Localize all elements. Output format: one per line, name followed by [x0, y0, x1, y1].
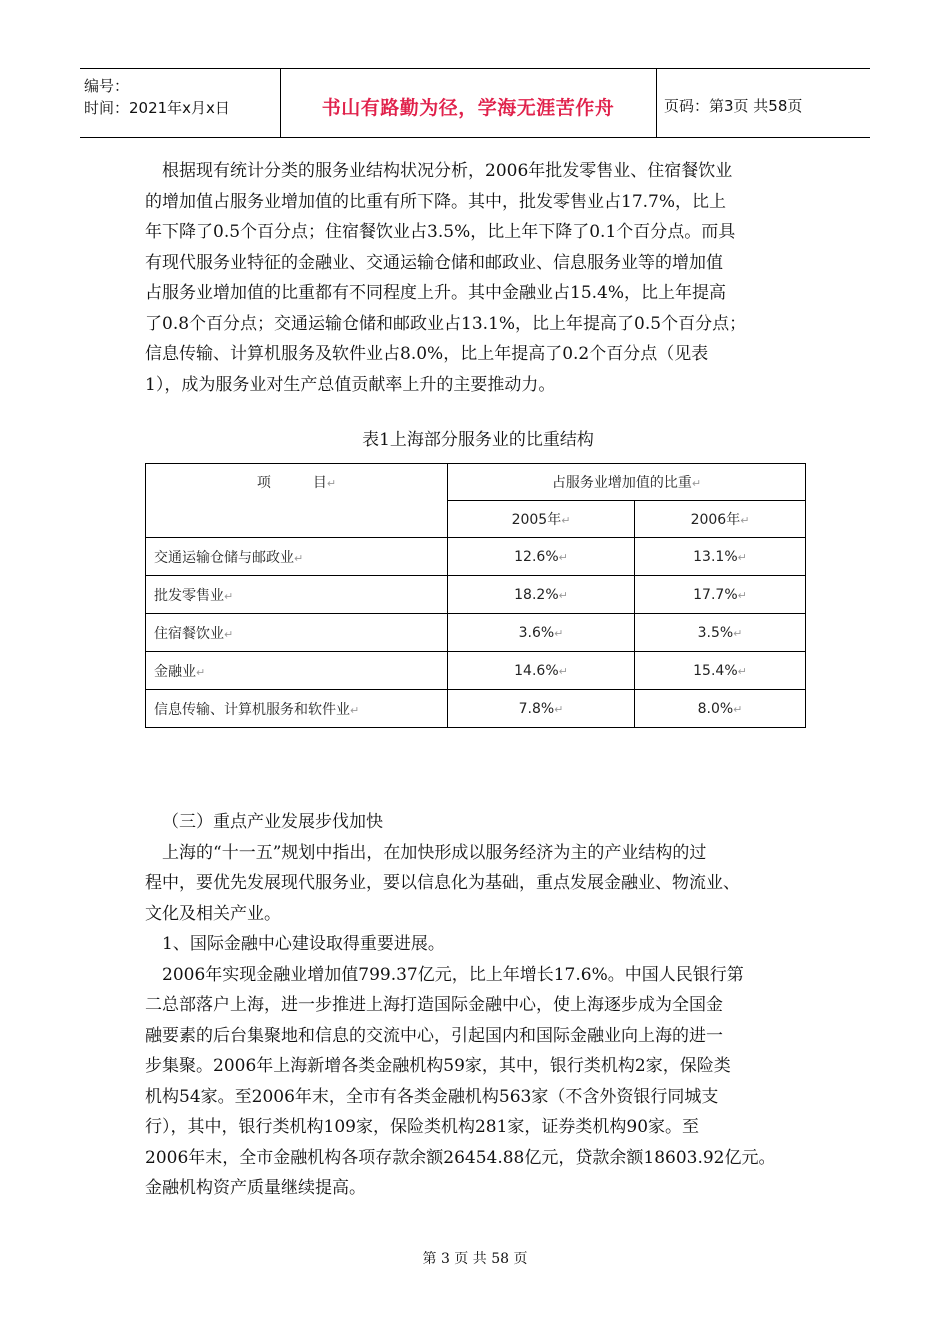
- text-line: 行），其中，银行类机构109家，保险类机构281家，证券类机构90家。至: [145, 1117, 700, 1137]
- row-2005-cell: [448, 614, 635, 652]
- paragraph-mark-icon: ↵: [737, 550, 747, 564]
- row-2005-value: 7.8%: [518, 700, 555, 717]
- text-line: 2006年实现金融业增加值799.37亿元，比上年增长17.6%。中国人民银行第: [162, 964, 744, 985]
- page-footer: 第 3 页 共 58 页: [422, 1251, 528, 1267]
- row-2005-cell: [448, 690, 635, 728]
- document-time-label: 时间：2021年x月x日: [84, 99, 230, 117]
- row-2005-value: 12.6%: [514, 548, 559, 565]
- header-divider: [656, 69, 657, 137]
- header-meta: [84, 75, 230, 119]
- table-caption: 表1上海部分服务业的比重结构: [362, 430, 594, 450]
- paragraph-mark-icon: ↵: [737, 664, 747, 678]
- table-row: [146, 690, 806, 728]
- table-header-row: [146, 464, 806, 501]
- row-name: 金融业: [154, 663, 196, 680]
- row-2006-value: 17.7%: [693, 586, 738, 603]
- paragraph-mark-icon: ↵: [196, 665, 206, 679]
- text-line: 程中，要优先发展现代服务业，要以信息化为基础，重点发展金融业、物流业、: [145, 873, 740, 893]
- text-line: 有现代服务业特征的金融业、交通运输仓储和邮政业、信息服务业等的增加值: [145, 252, 723, 273]
- row-name-cell: [146, 614, 448, 652]
- paragraph-mark-icon: ↵: [733, 702, 743, 716]
- row-2005-value: 14.6%: [514, 662, 559, 679]
- row-name: 交通运输仓储与邮政业: [154, 549, 294, 566]
- text-line: 文化及相关产业。: [145, 903, 281, 924]
- section-title: （三）重点产业发展步伐加快: [162, 812, 383, 832]
- row-2005-value: 18.2%: [514, 586, 559, 603]
- row-name-cell: [146, 538, 448, 576]
- row-2006-value: 8.0%: [697, 700, 734, 717]
- text-line: 金融机构资产质量继续提高。: [145, 1178, 366, 1198]
- text-line: 占服务业增加值的比重都有不同程度上升。其中金融业占15.4%，比上年提高: [145, 283, 727, 303]
- text-line: 根据现有统计分类的服务业结构状况分析，2006年批发零售业、住宿餐饮业: [162, 161, 733, 181]
- row-2005-cell: [448, 652, 635, 690]
- page-header: [80, 68, 870, 138]
- section-key-industries: [145, 807, 811, 1204]
- text-line: 信息传输、计算机服务及软件业占8.0%，比上年提高了0.2个百分点（见表: [145, 344, 709, 364]
- row-2005-value: 3.6%: [518, 624, 555, 641]
- paragraph-mark-icon: ↵: [224, 627, 234, 641]
- paragraph-service-structure: [145, 156, 811, 400]
- text-line: 上海的“十一五”规划中指出，在加快形成以服务经济为主的产业结构的过: [162, 842, 707, 863]
- row-2006-cell: [635, 538, 806, 576]
- row-name-cell: [146, 652, 448, 690]
- row-2006-value: 15.4%: [693, 662, 738, 679]
- row-name: 批发零售业: [154, 587, 224, 604]
- text-line: 2006年末，全市金融机构各项存款余额26454.88亿元，贷款余额18603.92亿元。: [145, 1147, 776, 1168]
- text-line: 融要素的后台集聚地和信息的交流中心，引起国内和国际金融业向上海的进一: [145, 1025, 723, 1046]
- row-2006-cell: [635, 614, 806, 652]
- subsection-title: 1、国际金融中心建设取得重要进展。: [162, 934, 445, 954]
- table-row: [146, 538, 806, 576]
- header-item-cell: [146, 464, 448, 538]
- document-number-label: 编号：: [84, 77, 130, 95]
- text-line: 1），成为服务业对生产总值贡献率上升的主要推动力。: [145, 374, 556, 395]
- header-item-label: 项 目: [256, 475, 327, 491]
- header-2005-cell: [448, 501, 635, 538]
- paragraph-mark-icon: ↵: [740, 514, 750, 527]
- header-group-cell: [448, 464, 806, 501]
- row-2006-cell: [635, 576, 806, 614]
- text-line: 机构54家。至2006年末，全市有各类金融机构563家（不含外资银行同城支: [145, 1086, 719, 1107]
- header-2006-cell: [635, 501, 806, 538]
- row-2005-cell: [448, 538, 635, 576]
- text-line: 年下降了0.5个百分点；住宿餐饮业占3.5%，比上年下降了0.1个百分点。而具: [145, 222, 736, 242]
- table-row: [146, 652, 806, 690]
- text-line: 的增加值占服务业增加值的比重有所下降。其中，批发零售业占17.7%，比上: [145, 191, 727, 212]
- row-2006-cell: [635, 652, 806, 690]
- paragraph-mark-icon: ↵: [350, 703, 360, 717]
- row-2006-value: 13.1%: [693, 548, 738, 565]
- paragraph-mark-icon: ↵: [224, 589, 234, 603]
- paragraph-mark-icon: ↵: [326, 477, 337, 490]
- paragraph-mark-icon: ↵: [554, 702, 564, 716]
- text-line: 步集聚。2006年上海新增各类金融机构59家，其中，银行类机构2家，保险类: [145, 1056, 731, 1076]
- table-row: [146, 576, 806, 614]
- paragraph-mark-icon: ↵: [733, 626, 743, 640]
- row-2006-value: 3.5%: [697, 624, 734, 641]
- paragraph-mark-icon: ↵: [737, 588, 747, 602]
- header-2005-label: 2005年: [511, 512, 562, 528]
- text-line: 了0.8个百分点；交通运输仓储和邮政业占13.1%，比上年提高了0.5个百分点；: [145, 313, 747, 334]
- paragraph-mark-icon: ↵: [558, 588, 568, 602]
- table-row: [146, 614, 806, 652]
- row-name-cell: [146, 576, 448, 614]
- row-name: 信息传输、计算机服务和软件业: [154, 701, 350, 718]
- header-page-number: 页码：第3页 共58页: [664, 97, 803, 115]
- row-name: 住宿餐饮业: [154, 625, 224, 642]
- row-name-cell: [146, 690, 448, 728]
- paragraph-mark-icon: ↵: [691, 477, 702, 490]
- paragraph-mark-icon: ↵: [558, 664, 568, 678]
- header-2006-label: 2006年: [690, 512, 741, 528]
- text-line: 二总部落户上海，进一步推进上海打造国际金融中心，使上海逐步成为全国金: [145, 995, 723, 1015]
- paragraph-mark-icon: ↵: [561, 514, 571, 527]
- paragraph-mark-icon: ↵: [294, 551, 304, 565]
- row-2005-cell: [448, 576, 635, 614]
- header-motto: 书山有路勤为径，学海无涯苦作舟: [321, 97, 615, 119]
- row-2006-cell: [635, 690, 806, 728]
- paragraph-mark-icon: ↵: [558, 550, 568, 564]
- service-share-table: [145, 463, 806, 728]
- header-group-label: 占服务业增加值的比重: [551, 475, 692, 491]
- paragraph-mark-icon: ↵: [554, 626, 564, 640]
